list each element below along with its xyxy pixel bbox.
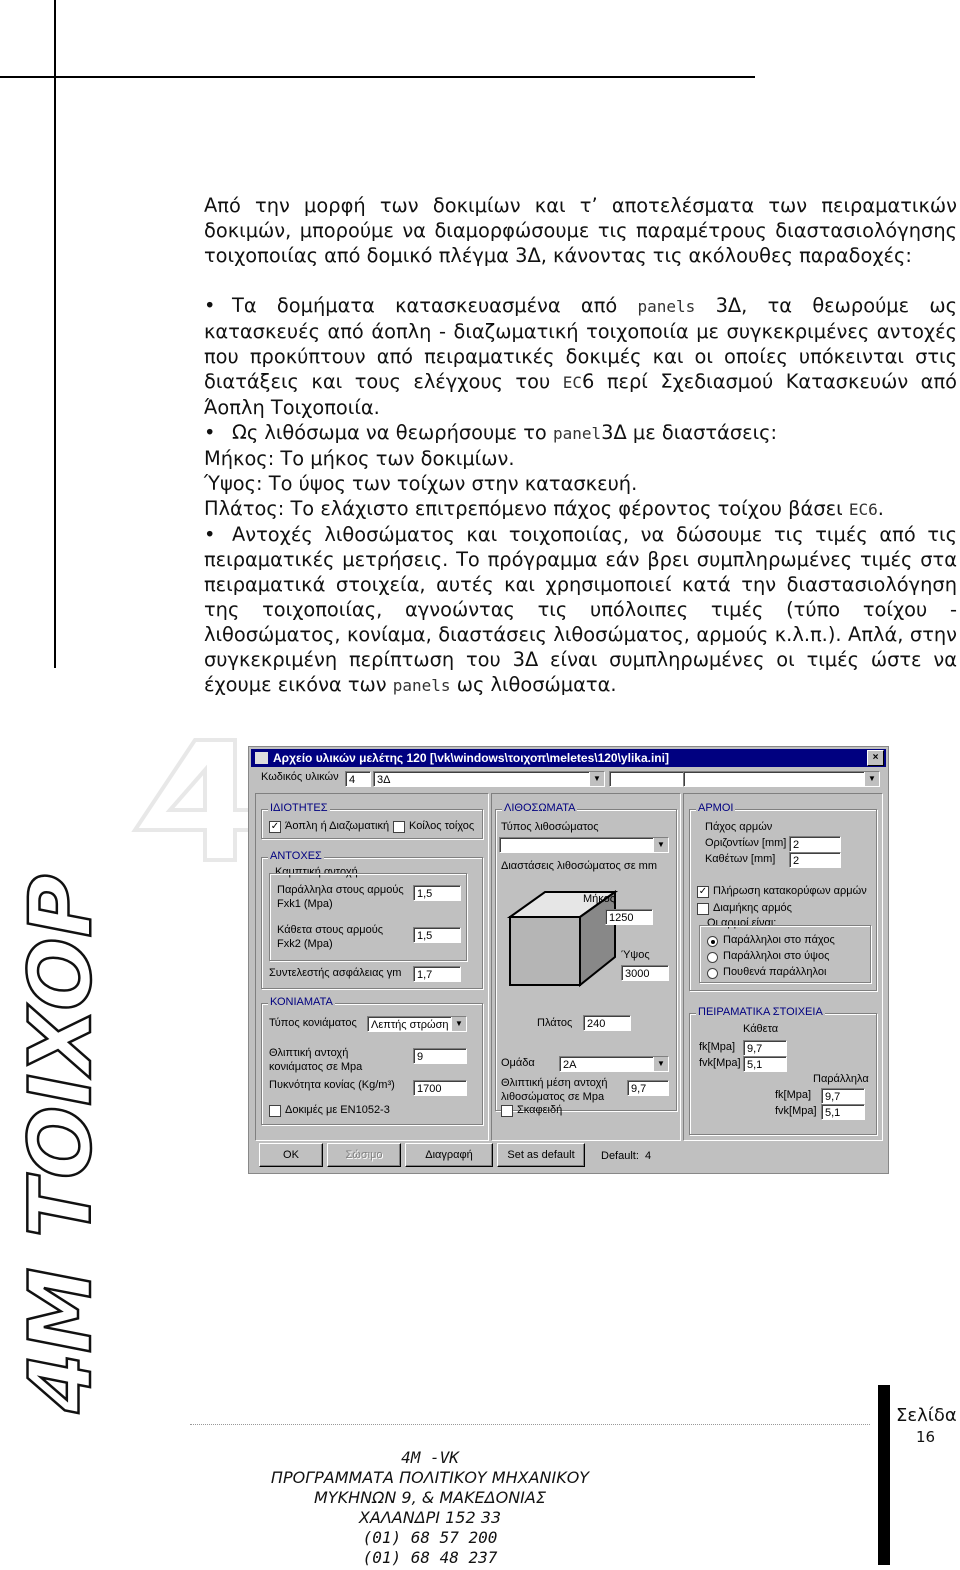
footer-rule: [190, 1424, 870, 1425]
skafeidi-checkbox[interactable]: [501, 1105, 513, 1117]
nowhere-parallel-radio[interactable]: [707, 968, 718, 979]
dialog-title: Αρχείο υλικών μελέτης 120 [\vk\windows\τοιχοπ\meletes\120\ylika.ini]: [273, 751, 669, 765]
group-label: Ομάδα: [501, 1057, 535, 1069]
line-platos: Πλάτος: Το ελάχιστο επιτρεπόμενο πάχος φέροντος τοίχου βάσει EC6.: [204, 497, 884, 520]
mortar-title: ΚΟΝΙΑΜΑΤΑ: [270, 996, 333, 1008]
page-number: 16: [916, 1428, 936, 1446]
unit-type-combo[interactable]: [499, 837, 669, 853]
fxk2-label: Fxk2 (Mpa): [277, 938, 333, 950]
bullet-2: • Ως λιθόσωμα να θεωρήσουμε το panel3Δ με διαστάσεις:: [204, 421, 778, 444]
footer-city: ΧΑΛΑΝΔΡΙ 152 33: [358, 1508, 502, 1527]
horiz-input[interactable]: 2: [789, 836, 841, 852]
width-label: Πλάτος: [537, 1017, 573, 1029]
code-input[interactable]: 4: [345, 771, 371, 787]
density-input[interactable]: 1700: [413, 1080, 467, 1096]
margin-rule: [54, 0, 56, 668]
page-label: Σελίδα: [896, 1405, 957, 1426]
exp-fvk1-label: fvk[Mpa]: [699, 1057, 741, 1069]
fill-vert-checkbox[interactable]: ✓: [698, 886, 708, 897]
joint-thickness-label: Πάχος αρμών: [705, 821, 773, 833]
app-icon: [255, 752, 268, 764]
strengths-title: ΑΝΤΟΧΕΣ: [270, 850, 322, 862]
exp-fk2-label: fk[Mpa]: [775, 1089, 812, 1101]
joints-are-label: Οι αρμοί είναι:: [707, 917, 777, 929]
parallel-height-radio[interactable]: [707, 952, 718, 963]
properties-title: ΙΔΙΟΤΗΤΕΣ: [270, 802, 328, 814]
dialog-titlebar: [251, 749, 886, 767]
unit-type-label: Τύπος λιθοσώματος: [501, 821, 599, 833]
parallel-height-label: Παράλληλοι στο ύψος: [723, 950, 830, 962]
footer-address: ΜΥΚΗΝΩΝ 9, & ΜΑΚΕΔΟΝΙΑΣ: [314, 1488, 546, 1507]
skafeidi-label: Σκαφειδή: [517, 1104, 563, 1116]
line-mikos: Μήκος: Το μήκος των δοκιμίων.: [204, 447, 515, 470]
page-bar: [878, 1385, 890, 1565]
mortar-compr-label-1: Θλιπτική αντοχή: [269, 1047, 349, 1059]
safety-label: Συντελεστής ασφάλειας γm: [269, 967, 402, 979]
side-logo-text: 4M TOIXOP: [11, 874, 111, 1413]
safety-input[interactable]: 1,7: [413, 966, 461, 982]
width-input[interactable]: 240: [583, 1015, 631, 1031]
horiz-label: Οριζοντίων [mm]: [705, 837, 787, 849]
density-label: Πυκνότητα κονίας (Kg/m³): [269, 1079, 395, 1091]
materials-dialog: [248, 746, 889, 1174]
fxk2-input[interactable]: 1,5: [413, 927, 461, 943]
ok-button[interactable]: OK: [259, 1143, 323, 1167]
save-button[interactable]: Σώσιμο: [327, 1143, 401, 1167]
body-text: [204, 193, 957, 698]
side-logo: [11, 815, 118, 1415]
bullet-1: • Τα δομήματα κατασκευασμένα από panels 3Δ, τα θεωρούμε ως κατασκευές από άοπλη - διαζωματική τοιχοποιία με συγκεκριμένες αντοχές που προκύπτουν από πειραματικές δοκιμές και οι οποίες υπόκεινται στις διατάξεις και τους ελέγχους του EC6 περί Σχεδιασμού Κατασκευών από Άοπλη Τοιχοποιία.: [204, 294, 957, 419]
vert-label: Καθέτων [mm]: [705, 853, 776, 865]
unit-compr-label-1: Θλιπτική μέση αντοχή: [501, 1077, 608, 1089]
experimental-title: ΠΕΙΡΑΜΑΤΙΚΑ ΣΤΟΙΧΕΙΑ: [698, 1006, 823, 1018]
header-rule: [0, 76, 755, 78]
hollow-checkbox[interactable]: [393, 821, 405, 833]
delete-button[interactable]: Διαγραφή: [405, 1143, 493, 1167]
combo-3[interactable]: [683, 771, 880, 787]
chevron-down-icon[interactable]: ▼: [653, 1057, 668, 1071]
chevron-down-icon[interactable]: ▼: [589, 772, 604, 786]
perforated-label: Διαμήκης αρμός: [713, 902, 792, 914]
exp-fvk2-label: fvk[Mpa]: [775, 1105, 817, 1117]
fxk1-label: Fxk1 (Mpa): [277, 898, 333, 910]
chevron-down-icon[interactable]: ▼: [451, 1017, 466, 1031]
unit-dims-label: Διαστάσεις λιθοσώματος σε mm: [501, 860, 657, 872]
perp-joints-label: Κάθετα στους αρμούς: [277, 924, 384, 936]
line-ypsos: Ύψος: Το ύψος των τοίχων στην κατασκευή.: [204, 472, 638, 495]
fxk1-input[interactable]: 1,5: [413, 885, 461, 901]
code-name-combo[interactable]: 3Δ ▼: [373, 771, 605, 787]
footer-phone-1: (01) 68 57 200: [362, 1528, 498, 1547]
exp-fk1-label: fk[Mpa]: [699, 1041, 736, 1053]
joints-title: ΑΡΜΟΙ: [698, 802, 734, 814]
length-input[interactable]: 1250: [605, 909, 653, 925]
chevron-down-icon[interactable]: ▼: [864, 772, 879, 786]
mortar-type-combo[interactable]: Λεπτής στρώση ▼: [367, 1016, 467, 1032]
par-joints-label: Παράλληλα στους αρμούς: [277, 884, 404, 896]
units-title: ΛΙΘΟΣΩΜΑΤΑ: [504, 802, 576, 814]
footer-phone-2: (01) 68 48 237: [362, 1548, 498, 1567]
perforated-checkbox[interactable]: [697, 903, 709, 915]
parallel-thickness-radio[interactable]: [707, 936, 718, 947]
exp-fk1-input[interactable]: 9,7: [743, 1040, 787, 1056]
exp-fk2-input[interactable]: 9,7: [821, 1088, 865, 1104]
chevron-down-icon[interactable]: ▼: [653, 838, 668, 852]
length-label: Μήκος: [583, 893, 616, 905]
height-input[interactable]: 3000: [621, 965, 669, 981]
exp-fvk2-input[interactable]: 5,1: [821, 1104, 865, 1120]
vert-input[interactable]: 2: [789, 852, 841, 868]
exp-fvk1-input[interactable]: 5,1: [743, 1056, 787, 1072]
flex-label: Καμπτική αντοχή: [275, 866, 358, 878]
set-default-button[interactable]: Set as default: [497, 1143, 585, 1167]
footer-company-code: 4M -VK: [401, 1448, 459, 1467]
height-label: Ύψος: [621, 949, 650, 961]
close-icon[interactable]: ×: [867, 750, 884, 766]
default-value: 4: [645, 1150, 652, 1162]
footer-company-name: ΠΡΟΓΡΑΜΜΑΤΑ ΠΟΛΙΤΙΚΟΥ ΜΗΧΑΝΙΚΟΥ: [270, 1468, 590, 1487]
group-combo[interactable]: 2A ▼: [559, 1056, 669, 1072]
en-test-label: Δοκιμές με ΕΝ1052-3: [285, 1104, 390, 1116]
nowhere-parallel-label: Πουθενά παράλληλοι: [723, 966, 827, 978]
parallel-thickness-label: Παράλληλοι στο πάχος: [723, 934, 835, 946]
mortar-type-label: Τύπος κονιάματος: [269, 1017, 357, 1029]
unreinforced-label: Άοπλη ή Διαζωματική: [285, 820, 390, 832]
unit-compr-label-2: λιθοσώματος σε Mpa: [501, 1091, 605, 1103]
exp-par-label: Παράλληλα: [813, 1073, 869, 1085]
code-label: Κωδικός υλικών: [261, 771, 339, 783]
mortar-compr-input[interactable]: 9: [413, 1048, 467, 1064]
fill-vert-label: Πλήρωση κατακορύφων αρμών: [713, 885, 867, 897]
exp-perp-label: Κάθετα: [743, 1023, 779, 1035]
bullet-3: • Αντοχές λιθοσώματος και τοιχοποιίας, να δώσουμε τις τιμές από τις πειραματικές μετρήσεις. Το πρόγραμμα εάν βρει συμπληρωμένες τιμές στα πειραματικά στοιχεία, αυτές και χρησιμοποιεί κατά την διαστασιολόγηση της τοιχοποιίας, αγνοώντας τις υπόλοιπες τιμές (τύπο τοίχου - λιθοσώματος, κονίαμα, διαστάσεις λιθοσώματος, αρμούς κ.λ.π.). Απλά, στην συγκεκριμένη περίπτωση του 3Δ είναι συμπληρωμένες οι τιμές ώστε να έχουμε εικόνα των panels ως λιθοσώματα.: [204, 523, 957, 696]
unit-compr-input[interactable]: 9,7: [627, 1080, 669, 1096]
default-label: Default:: [601, 1150, 639, 1162]
hollow-label: Κοίλος τοίχος: [409, 820, 475, 832]
mortar-compr-label-2: κονιάματος σε Mpa: [269, 1061, 363, 1073]
en-test-checkbox[interactable]: [269, 1105, 281, 1117]
unreinforced-checkbox[interactable]: ✓: [270, 821, 280, 832]
intro-paragraph: Από την μορφή των δοκιμίων και τ’ αποτελέσματα των πειραματικών δοκιμών, μπορούμε να διαμορφώσουμε τις παραμέτρους διαστασιολόγησης τοιχοποιίας από δομικό πλέγμα 3Δ, κάνοντας τις ακόλουθες παραδοχές:: [204, 194, 957, 267]
